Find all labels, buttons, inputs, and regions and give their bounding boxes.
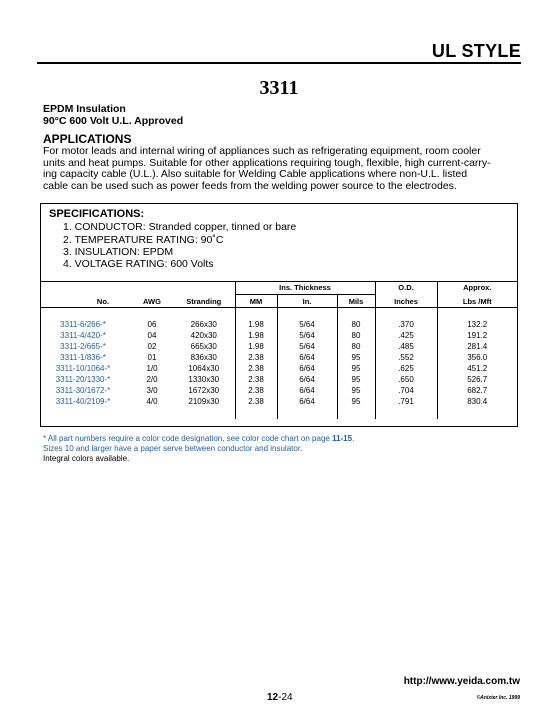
stranding-cell: 1064x30 [188,364,220,373]
weight-cell: 132.2 [437,319,517,330]
awg-cell: 01 [147,353,157,362]
in-cell: 5/64 [277,330,337,341]
od-cell: .425 [375,330,437,341]
page-number [267,692,293,703]
applications-body [43,146,521,192]
footnote-paper-serve: Sizes 10 and larger have a paper serve between conductor and insulator. [43,444,303,453]
in-cell: 6/64 [277,385,337,396]
page-section: 12 [267,692,279,703]
in-cell: 5/64 [277,319,337,330]
table-row [41,352,517,363]
col-header-awg: AWG [143,296,161,306]
weight-cell: 281.4 [437,341,517,352]
copyright: ©Anixter Inc. 1999 [476,695,520,701]
part-number: 3311-6/266-* [60,320,106,329]
mm-cell: 1.98 [235,330,277,341]
col-header-lbs: Lbs /Mft [437,295,517,309]
mm-cell: 2.38 [235,385,277,396]
mm-cell: 1.98 [235,341,277,352]
color-code-page-link[interactable]: 11-15 [332,434,353,443]
mils-cell: 95 [337,374,375,385]
subtitle [43,103,183,127]
mils-cell: 95 [337,396,375,407]
table-row [41,319,517,330]
stranding-cell: 836x30 [190,353,217,362]
approx-header: Approx. [437,281,517,295]
subtitle-line-1: EPDM Insulation [43,103,126,115]
awg-cell: 4/0 [146,397,158,406]
applications-line: For motor leads and internal wiring of appliances such as refrigerating equipment, room cooler [43,145,481,157]
stranding-cell: 266x30 [190,320,217,329]
part-number: 3311-30/1672-* [55,386,111,395]
footnote-color-code [43,434,354,444]
applications-heading: APPLICATIONS [43,132,132,146]
weight-cell: 451.2 [437,363,517,374]
col-header-in: In. [277,295,337,309]
table-row [41,396,517,407]
mils-cell: 80 [337,319,375,330]
mils-cell: 95 [337,385,375,396]
awg-cell: 2/0 [146,375,158,384]
part-number: 3311-40/2109-* [55,397,111,406]
weight-cell: 526.7 [437,374,517,385]
table-row [41,330,517,341]
od-cell: .485 [375,341,437,352]
table-row [41,341,517,352]
part-number: 3311-20/1330-* [55,375,111,384]
awg-cell: 1/0 [146,364,158,373]
website-url[interactable]: http://www.yeida.com.tw [403,676,520,687]
footnote-integral-colors: Integral colors available. [43,454,130,463]
table-row [41,363,517,374]
in-cell: 6/64 [277,352,337,363]
in-cell: 6/64 [277,363,337,374]
od-cell: .791 [375,396,437,407]
style-title: UL STYLE [431,41,521,61]
mm-cell: 1.98 [235,319,277,330]
od-cell: .625 [375,363,437,374]
header-rule [37,62,521,64]
weight-cell: 830.4 [437,396,517,407]
part-number: 3311-1/836-* [60,353,106,362]
awg-cell: 06 [147,320,157,329]
spec-item-conductor: 1. CONDUCTOR: Stranded copper, tinned or bare [63,221,297,233]
mils-cell: 80 [337,341,375,352]
stranding-cell: 665x30 [190,342,217,351]
part-number: 3311-4/420-* [60,331,106,340]
in-cell: 6/64 [277,374,337,385]
weight-cell: 191.2 [437,330,517,341]
weight-cell: 356.0 [437,352,517,363]
od-cell: .370 [375,319,437,330]
table-row [41,374,517,385]
footnote-text: * All part numbers require a color code designation, see color code chart on page [43,434,333,443]
od-cell: .704 [375,385,437,396]
subtitle-line-2: 90°C 600 Volt U.L. Approved [43,115,184,127]
applications-line: units and heat pumps. Suitable for other applications requiring tough, flexible, high current-carry- [43,156,491,169]
mm-cell: 2.38 [235,374,277,385]
mm-cell: 2.38 [235,352,277,363]
applications-line: cable can be used such as power feeds from the welding power source to the electrodes. [43,179,457,192]
spec-item-insulation: 3. INSULATION: EPDM [63,246,174,258]
col-header-mm: MM [235,295,277,309]
stranding-cell: 2109x30 [188,397,220,406]
part-number: 3311-2/665-* [60,342,106,351]
od-cell: .552 [375,352,437,363]
od-cell: .650 [375,374,437,385]
stranding-cell: 1330x30 [188,375,220,384]
in-cell: 6/64 [277,396,337,407]
col-header-no: No. [96,296,109,306]
weight-cell: 682.7 [437,385,517,396]
footnote-period: . [352,434,355,443]
awg-cell: 04 [147,331,157,340]
awg-cell: 02 [147,342,157,351]
spec-item-voltage: 4. VOLTAGE RATING: 600 Volts [63,258,214,270]
specifications-table [41,281,517,419]
stranding-cell: 1672x30 [188,386,220,395]
page-index: -24 [278,692,293,703]
in-cell: 5/64 [277,341,337,352]
spec-item-temperature: 2. TEMPERATURE RATING: 90˚C [63,234,224,246]
footnotes [43,434,354,464]
stranding-cell: 420x30 [190,331,217,340]
col-header-stranding: Stranding [186,296,222,306]
part-number: 3311-10/1064-* [55,364,111,373]
col-header-mils: Mils [337,295,375,309]
specifications-heading: SPECIFICATIONS: [49,208,145,220]
doc-number: 3311 [259,77,299,99]
table-row [41,385,517,396]
col-header-inches: Inches [375,295,437,309]
mils-cell: 80 [337,330,375,341]
ins-thickness-header: Ins. Thickness [235,281,375,295]
mils-cell: 95 [337,363,375,374]
awg-cell: 3/0 [146,386,158,395]
od-header: O.D. [375,281,437,295]
mils-cell: 95 [337,352,375,363]
mm-cell: 2.38 [235,396,277,407]
mm-cell: 2.38 [235,363,277,374]
applications-line: ing capacity cable (U.L.). Also suitable for Welding Cable applications where non-U.L. listed [43,168,468,181]
